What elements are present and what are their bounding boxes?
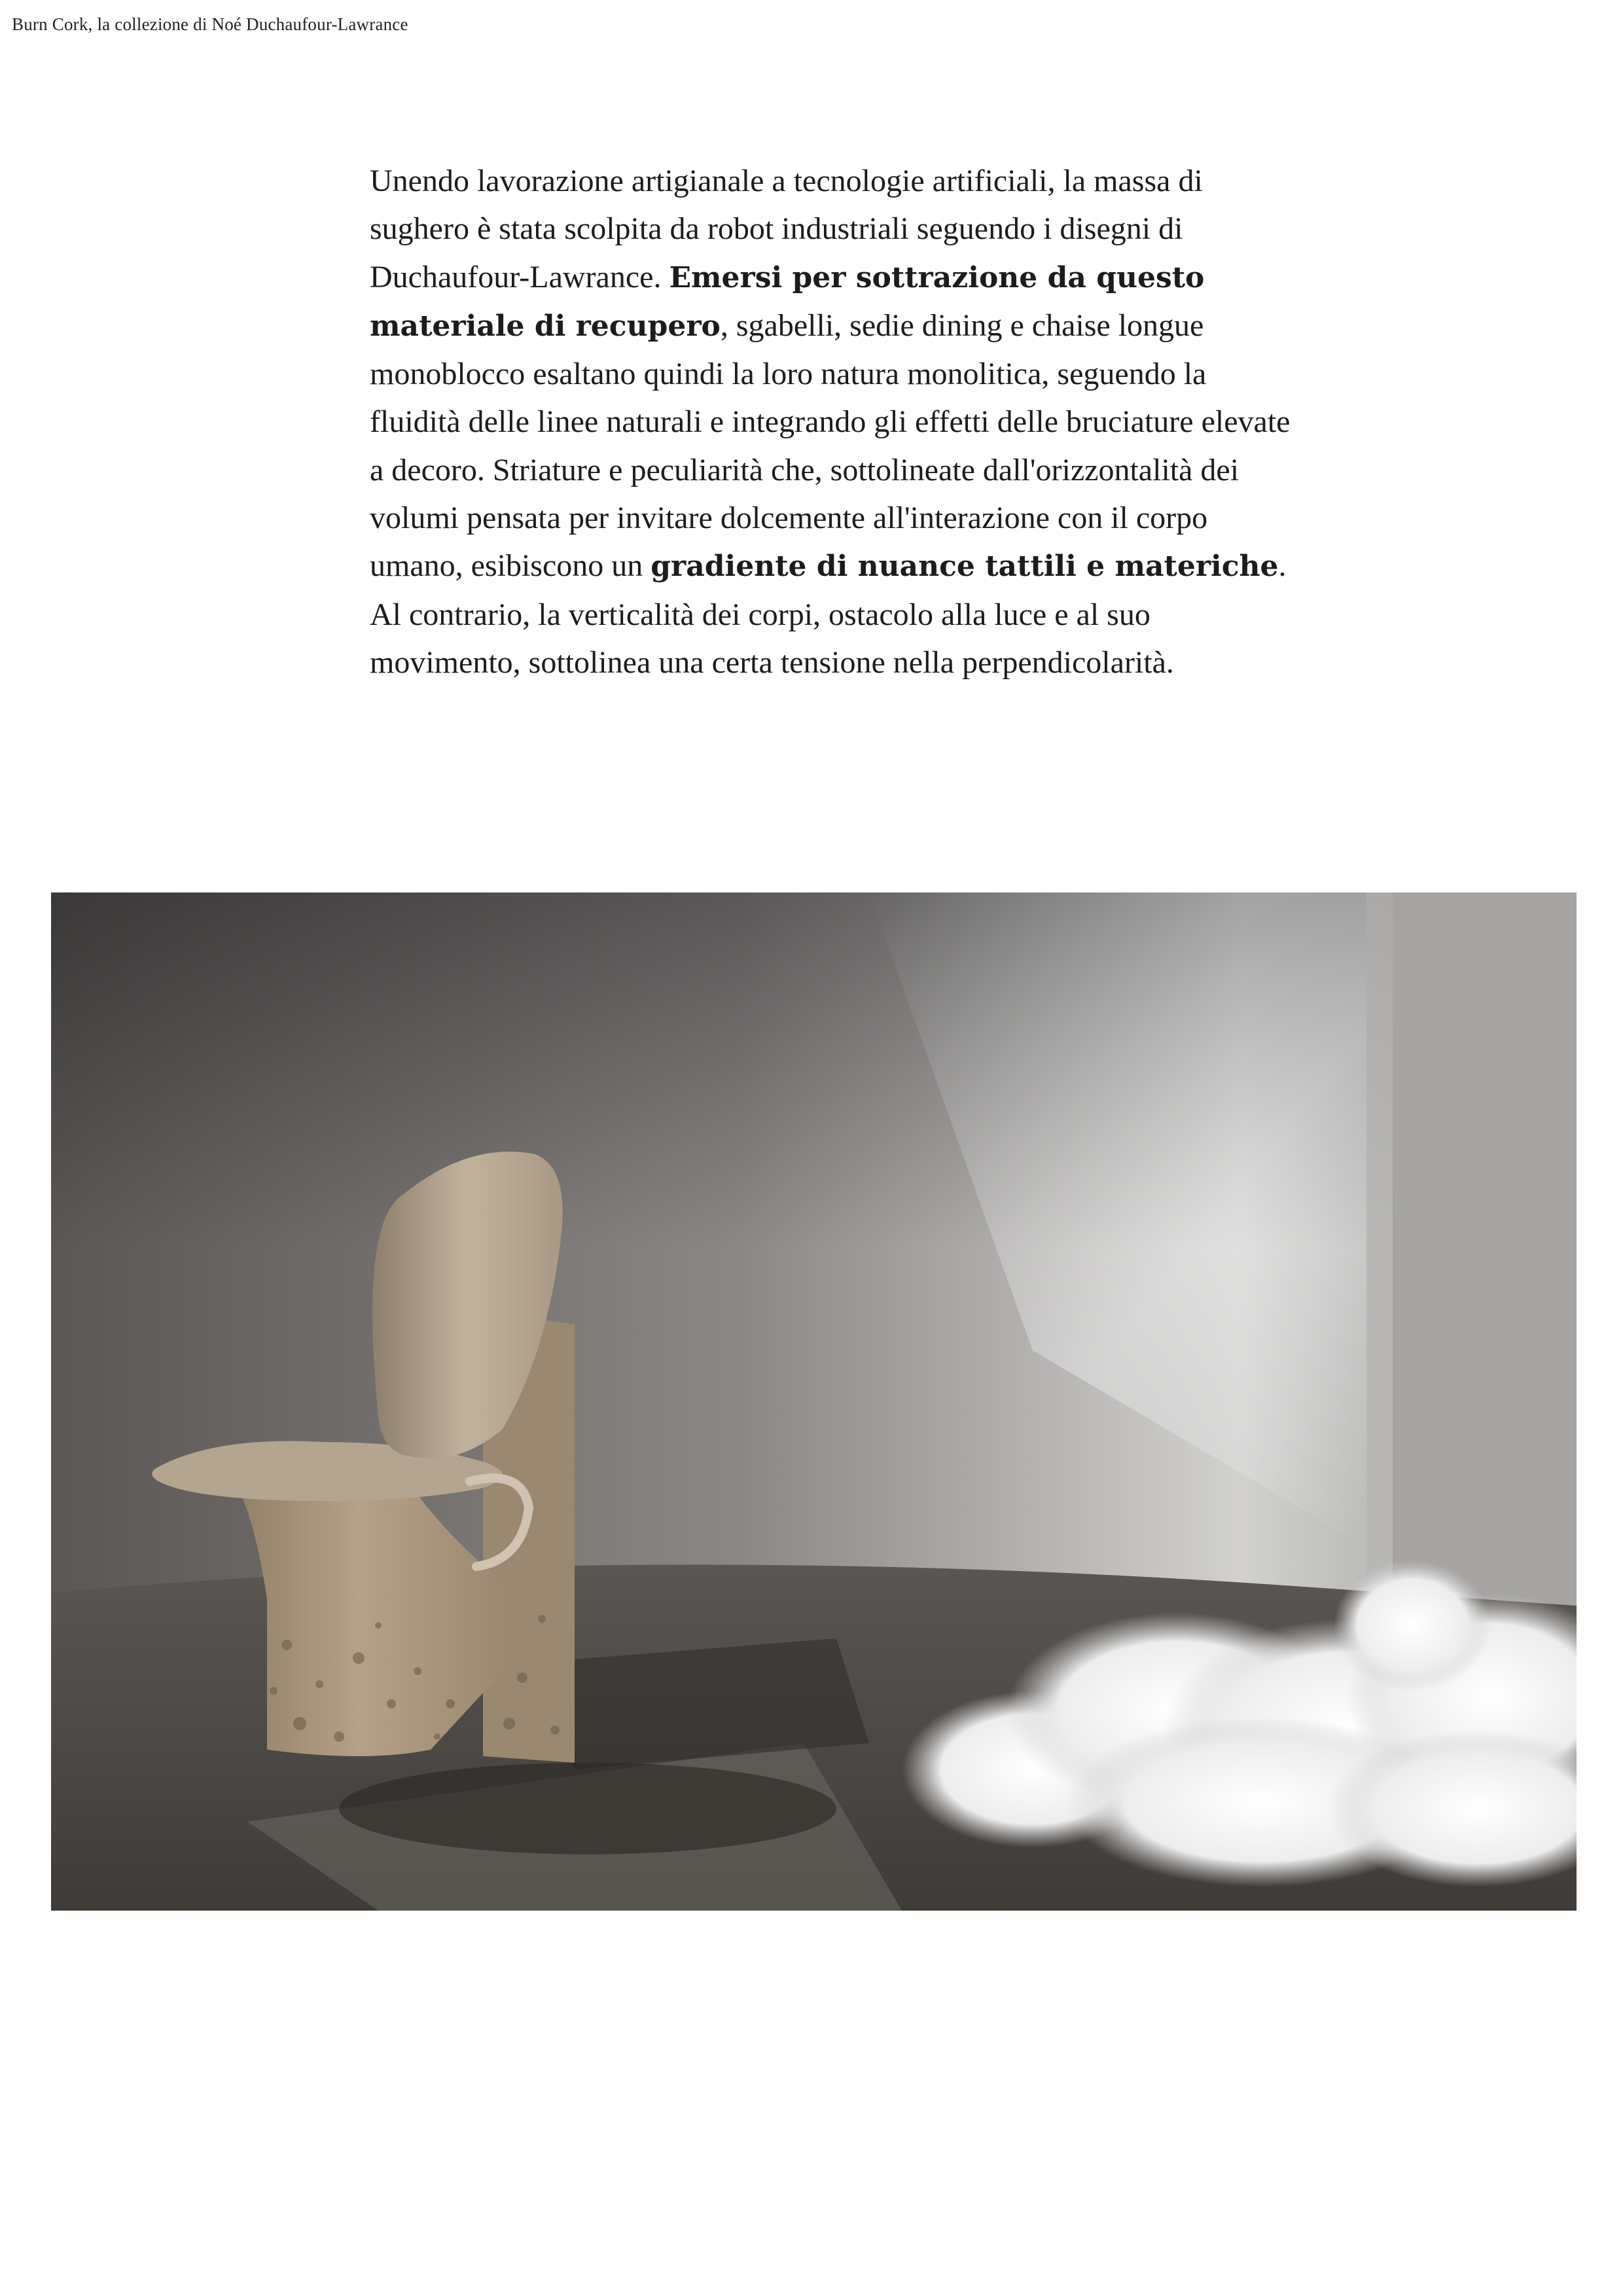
article-text-segment: Unendo lavorazione artigianale a tecnologie artificiali, la massa di sughero è stata scolpita da robot industriali seguendo i disegni di Duchaufour-Lawrance. [370, 164, 1203, 294]
article-text-segment: , sgabelli, sedie dining e chaise longue monoblocco esaltano quindi la loro natura monolitica, seguendo la fluidità delle linee naturali e integrando gli effetti delle bruciature elevate a decoro. Striature e peculiarità che, sottolineate dall'orizzontalità dei volumi pensata per invitare dolcemente all'interazione con il corpo umano, esibiscono un [370, 308, 1291, 584]
wall-corner [1366, 892, 1393, 1651]
article-bold-phrase: gradiente di nuance tattili e materiche [651, 550, 1279, 584]
article-text-segment: . Al contrario, la verticalità dei corpi, ostacolo alla luce e al suo movimento, sottolinea una certa tensione nella perpendicolarità. [370, 548, 1287, 680]
cork-chair-photo [51, 892, 1577, 1911]
article-bold-phrase: Emersi per sottrazione da questo materiale di recupero [370, 260, 1205, 343]
page-header-title: Burn Cork, la collezione di Noé Duchaufour-Lawrance [12, 14, 408, 34]
article-paragraph [370, 157, 1299, 686]
photo-illustration [51, 892, 1577, 1911]
